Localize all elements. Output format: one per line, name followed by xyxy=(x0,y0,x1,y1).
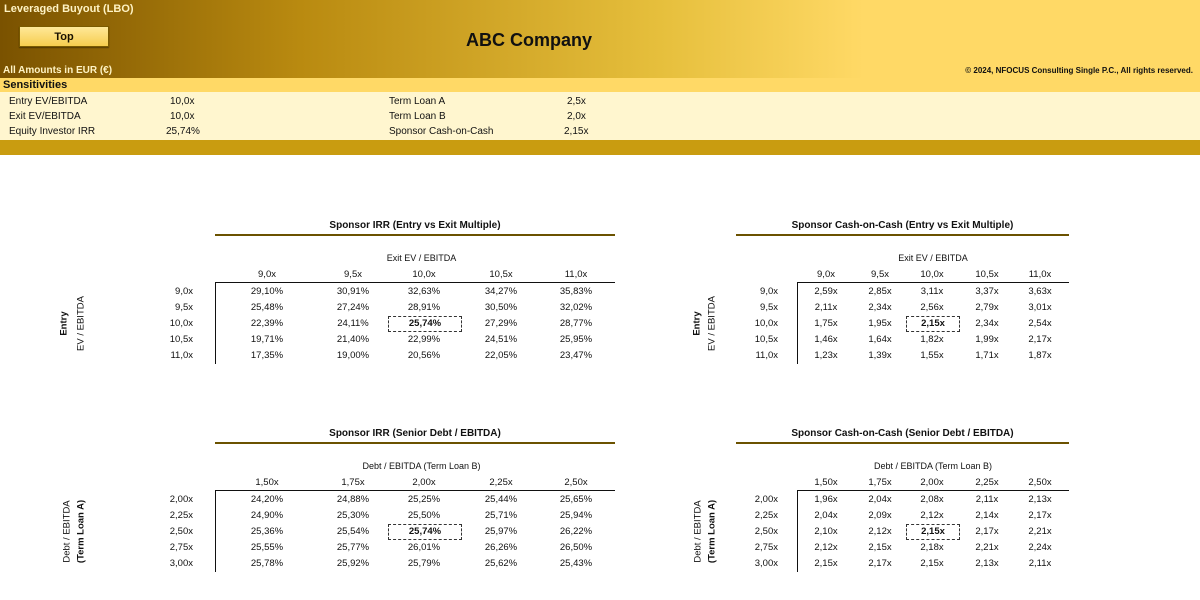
column-header: 11,0x xyxy=(1028,269,1052,280)
table-cell: 2,11x xyxy=(1028,558,1052,569)
table-cell: 3,01x xyxy=(1028,302,1052,313)
sensitivities-title: Sensitivities xyxy=(3,79,68,91)
table-cell: 2,11x xyxy=(975,494,999,505)
table-cell: 2,12x xyxy=(868,526,892,537)
table-cell: 1,75x xyxy=(814,318,838,329)
table-cell: 26,50% xyxy=(559,542,593,553)
table-title: Sponsor IRR (Senior Debt / EBITDA) xyxy=(329,428,501,439)
header-underline xyxy=(215,282,615,283)
table-cell: 17,35% xyxy=(250,350,284,361)
column-header: 9,0x xyxy=(817,269,835,280)
sens-label: Sponsor Cash-on-Cash xyxy=(389,126,494,137)
table-cell: 2,15x xyxy=(868,542,892,553)
table-cell: 25,77% xyxy=(336,542,370,553)
table-cell: 2,14x xyxy=(975,510,999,521)
column-header: 10,0x xyxy=(412,269,436,280)
table-cell: 25,44% xyxy=(484,494,518,505)
company-name: ABC Company xyxy=(466,30,593,50)
table-cell: 2,09x xyxy=(868,510,892,521)
sens-label: Exit EV/EBITDA xyxy=(9,111,81,122)
row-header: 9,5x xyxy=(175,302,193,313)
copyright: © 2024, NFOCUS Consulting Single P.C., All rights reserved. xyxy=(965,66,1193,75)
table-cell: 1,39x xyxy=(868,350,892,361)
table-cell: 25,95% xyxy=(559,334,593,345)
table-cell: 34,27% xyxy=(484,286,518,297)
header-underline xyxy=(215,490,615,491)
table-cell: 2,54x xyxy=(1028,318,1052,329)
amounts-currency: All Amounts in EUR (€) xyxy=(3,65,113,76)
table-cell: 25,43% xyxy=(559,558,593,569)
table-cell: 2,56x xyxy=(920,302,944,313)
table-cell: 1,99x xyxy=(975,334,999,345)
table-cell: 3,63x xyxy=(1028,286,1052,297)
column-header: 2,00x xyxy=(412,477,436,488)
table-cell: 25,25% xyxy=(407,494,441,505)
table-cell: 25,50% xyxy=(407,510,441,521)
column-header: 1,50x xyxy=(255,477,279,488)
row-axis-label: Debt / EBITDA xyxy=(692,500,704,563)
table-cell: 22,05% xyxy=(484,350,518,361)
app-title: Leveraged Buyout (LBO) xyxy=(4,3,134,15)
row-header: 2,75x xyxy=(754,542,778,553)
table-cell: 2,13x xyxy=(1028,494,1052,505)
row-header: 9,0x xyxy=(175,286,193,297)
row-header-divider xyxy=(215,282,216,364)
sens-label: Equity Investor IRR xyxy=(9,126,96,137)
sensitivities-bar xyxy=(0,78,1200,92)
table-cell: 25,65% xyxy=(559,494,593,505)
table-cell: 25,30% xyxy=(336,510,370,521)
table-cell: 2,59x xyxy=(814,286,838,297)
table-cell: 3,37x xyxy=(975,286,999,297)
row-axis-label: EV / EBITDA xyxy=(706,296,718,351)
table-cell: 2,10x xyxy=(814,526,838,537)
table-cell: 19,71% xyxy=(250,334,284,345)
row-header: 2,25x xyxy=(754,510,778,521)
row-header: 2,00x xyxy=(169,494,193,505)
column-header: 1,75x xyxy=(341,477,365,488)
table-cell: 20,56% xyxy=(407,350,441,361)
column-header: 9,5x xyxy=(871,269,889,280)
row-axis-label: EV / EBITDA xyxy=(75,296,87,351)
table-cell: 28,91% xyxy=(407,302,441,313)
table-cell: 1,55x xyxy=(920,350,944,361)
table-cell: 1,46x xyxy=(814,334,838,345)
table-cell: 2,08x xyxy=(920,494,944,505)
highlighted-cell: 2,15x xyxy=(906,316,960,332)
highlighted-cell: 25,74% xyxy=(388,316,462,332)
table-cell: 2,21x xyxy=(1028,526,1052,537)
table-title-rule xyxy=(215,234,615,236)
section-divider-bar xyxy=(0,140,1200,155)
table-cell: 25,71% xyxy=(484,510,518,521)
table-cell: 2,79x xyxy=(975,302,999,313)
column-axis-label: Debt / EBITDA (Term Loan B) xyxy=(362,461,481,471)
column-header: 10,5x xyxy=(975,269,999,280)
table-cell: 1,96x xyxy=(814,494,838,505)
table-cell: 2,12x xyxy=(920,510,944,521)
row-axis-label: Entry xyxy=(691,311,703,336)
highlighted-cell: 2,15x xyxy=(906,524,960,540)
table-cell: 21,40% xyxy=(336,334,370,345)
table-cell: 25,62% xyxy=(484,558,518,569)
table-cell: 25,54% xyxy=(336,526,370,537)
row-axis-label: Debt / EBITDA xyxy=(61,500,73,563)
table-cell: 2,17x xyxy=(868,558,892,569)
table-cell: 35,83% xyxy=(559,286,593,297)
header-underline xyxy=(797,490,1069,491)
table-cell: 2,21x xyxy=(975,542,999,553)
row-header: 2,75x xyxy=(169,542,193,553)
table-cell: 25,92% xyxy=(336,558,370,569)
table-cell: 25,94% xyxy=(559,510,593,521)
table-cell: 30,50% xyxy=(484,302,518,313)
table-cell: 32,02% xyxy=(559,302,593,313)
row-header: 2,50x xyxy=(169,526,193,537)
table-cell: 24,20% xyxy=(250,494,284,505)
table-cell: 2,12x xyxy=(814,542,838,553)
sens-value: 2,0x xyxy=(567,111,586,122)
table-cell: 25,48% xyxy=(250,302,284,313)
row-header: 2,50x xyxy=(754,526,778,537)
sens-value: 10,0x xyxy=(170,111,195,122)
table-cell: 24,88% xyxy=(336,494,370,505)
table-cell: 25,36% xyxy=(250,526,284,537)
sens-value: 10,0x xyxy=(170,96,195,107)
table-cell: 2,04x xyxy=(868,494,892,505)
row-header: 11,0x xyxy=(170,350,193,361)
table-cell: 2,15x xyxy=(814,558,838,569)
table-title-rule xyxy=(215,442,615,444)
sens-value: 25,74% xyxy=(166,126,200,137)
row-axis-label: (Term Loan A) xyxy=(75,499,87,564)
table-cell: 1,87x xyxy=(1028,350,1052,361)
table-cell: 26,26% xyxy=(484,542,518,553)
row-header: 2,25x xyxy=(169,510,193,521)
table-cell: 24,51% xyxy=(484,334,518,345)
table-cell: 1,71x xyxy=(975,350,999,361)
row-header: 2,00x xyxy=(754,494,778,505)
column-axis-label: Debt / EBITDA (Term Loan B) xyxy=(873,461,993,471)
table-cell: 2,13x xyxy=(975,558,999,569)
sens-label: Term Loan A xyxy=(389,96,446,107)
column-header: 2,25x xyxy=(489,477,513,488)
table-title-rule xyxy=(736,442,1069,444)
column-header: 10,0x xyxy=(920,269,944,280)
column-header: 1,75x xyxy=(868,477,892,488)
table-cell: 19,00% xyxy=(336,350,370,361)
table-title-rule xyxy=(736,234,1069,236)
table-title: Sponsor IRR (Entry vs Exit Multiple) xyxy=(329,220,501,231)
table-cell: 26,22% xyxy=(559,526,593,537)
row-header: 10,0x xyxy=(754,318,778,329)
table-cell: 25,55% xyxy=(250,542,284,553)
top-button[interactable]: Top xyxy=(19,26,109,47)
row-header: 11,0x xyxy=(755,350,778,361)
table-cell: 26,01% xyxy=(407,542,441,553)
table-cell: 23,47% xyxy=(559,350,593,361)
table-cell: 24,11% xyxy=(337,318,369,329)
row-header: 9,5x xyxy=(760,302,778,313)
table-cell: 2,11x xyxy=(814,302,838,313)
column-header: 10,5x xyxy=(489,269,513,280)
table-cell: 2,34x xyxy=(975,318,999,329)
column-axis-label: Exit EV / EBITDA xyxy=(386,253,457,263)
column-header: 9,0x xyxy=(258,269,276,280)
table-title: Sponsor Cash-on-Cash (Entry vs Exit Multiple) xyxy=(791,220,1014,231)
sens-label: Term Loan B xyxy=(389,111,446,122)
sens-value: 2,5x xyxy=(567,96,586,107)
table-cell: 2,04x xyxy=(814,510,838,521)
highlighted-cell: 25,74% xyxy=(388,524,462,540)
row-header: 10,5x xyxy=(169,334,193,345)
row-axis-label: Entry xyxy=(58,311,70,336)
table-cell: 2,15x xyxy=(920,558,944,569)
row-header: 10,5x xyxy=(754,334,778,345)
sens-value: 2,15x xyxy=(564,126,589,137)
row-header: 3,00x xyxy=(169,558,193,569)
row-axis-label: (Term Loan A) xyxy=(706,499,718,564)
table-cell: 2,17x xyxy=(1028,334,1052,345)
column-header: 11,0x xyxy=(564,269,588,280)
table-cell: 1,64x xyxy=(868,334,892,345)
column-header: 1,50x xyxy=(814,477,838,488)
row-header: 9,0x xyxy=(760,286,778,297)
table-cell: 3,11x xyxy=(920,286,944,297)
row-header-divider xyxy=(215,490,216,572)
table-title: Sponsor Cash-on-Cash (Senior Debt / EBITDA) xyxy=(791,428,1014,439)
column-header: 2,00x xyxy=(920,477,944,488)
table-cell: 2,18x xyxy=(920,542,944,553)
table-cell: 30,91% xyxy=(336,286,370,297)
table-cell: 24,90% xyxy=(250,510,284,521)
row-header: 3,00x xyxy=(754,558,778,569)
table-cell: 1,23x xyxy=(814,350,838,361)
table-cell: 2,17x xyxy=(1028,510,1052,521)
table-cell: 22,99% xyxy=(407,334,441,345)
table-cell: 25,78% xyxy=(250,558,284,569)
row-header: 10,0x xyxy=(169,318,193,329)
sens-label: Entry EV/EBITDA xyxy=(9,96,88,107)
table-cell: 32,63% xyxy=(407,286,441,297)
table-cell: 1,82x xyxy=(920,334,944,345)
column-header: 2,50x xyxy=(564,477,588,488)
table-cell: 2,24x xyxy=(1028,542,1052,553)
table-cell: 25,97% xyxy=(484,526,518,537)
table-cell: 25,79% xyxy=(407,558,441,569)
table-cell: 1,95x xyxy=(868,318,892,329)
column-header: 2,50x xyxy=(1028,477,1052,488)
column-header: 2,25x xyxy=(975,477,999,488)
table-cell: 27,24% xyxy=(336,302,370,313)
table-cell: 2,34x xyxy=(868,302,892,313)
table-cell: 27,29% xyxy=(484,318,518,329)
column-header: 9,5x xyxy=(344,269,362,280)
table-cell: 2,17x xyxy=(975,526,999,537)
header-underline xyxy=(797,282,1069,283)
table-cell: 2,85x xyxy=(868,286,892,297)
table-cell: 22,39% xyxy=(250,318,284,329)
table-cell: 28,77% xyxy=(559,318,593,329)
column-axis-label: Exit EV / EBITDA xyxy=(898,253,968,263)
table-cell: 29,10% xyxy=(250,286,284,297)
